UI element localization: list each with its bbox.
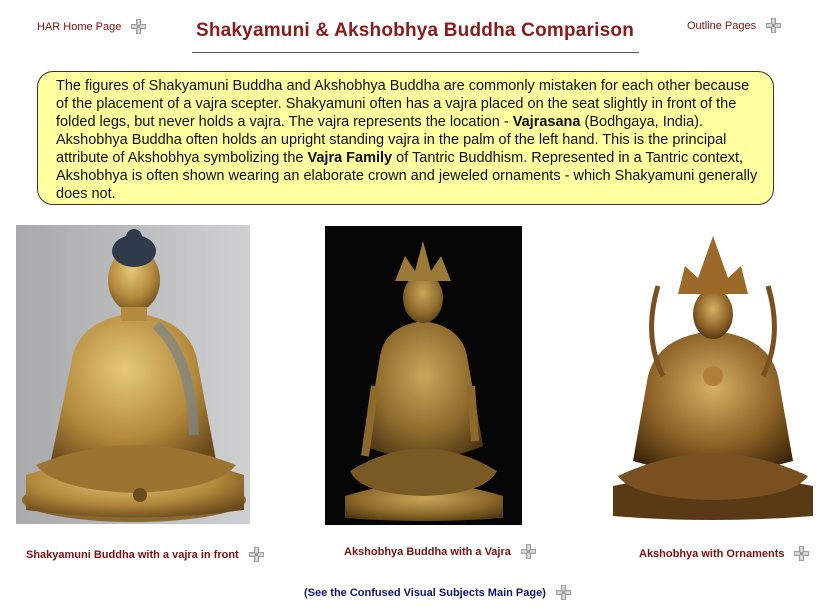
cross-icon[interactable] — [556, 585, 571, 600]
caption-akshobhya-ornaments-link[interactable] — [639, 546, 809, 561]
description-text-3: of Tantric Buddhism. Represented in a Tantric context, Akshobhya is often shown wearing an elaborate crown and jeweled ornaments - which Shakyamuni generally does not. — [56, 150, 758, 202]
har-home-link[interactable] — [37, 19, 146, 34]
caption-shakyamuni-link[interactable] — [26, 547, 264, 562]
cross-icon[interactable] — [131, 19, 146, 34]
cross-icon[interactable] — [521, 544, 536, 559]
description-text-2: (Bodhgaya, India). Akshobhya Buddha often holds an upright standing vajra in the palm of the left hand. This is the principal attribute of Akshobhya symbolizing the — [56, 114, 727, 166]
akshobhya-ornaments-photo[interactable] — [603, 226, 822, 524]
confused-subjects-main-link[interactable] — [304, 585, 571, 600]
page-title: Shakyamuni & Akshobhya Buddha Comparison — [195, 20, 635, 41]
shakyamuni-photo[interactable] — [16, 225, 250, 524]
cross-icon[interactable] — [249, 547, 264, 562]
caption-shakyamuni-label: Shakyamuni Buddha with a vajra in front — [26, 548, 239, 561]
outline-pages-link[interactable] — [687, 18, 781, 33]
har-home-label: HAR Home Page — [37, 20, 122, 33]
confused-subjects-main-label: (See the Confused Visual Subjects Main Page) — [304, 586, 546, 599]
cross-icon[interactable] — [766, 18, 781, 33]
caption-akshobhya-vajra-label: Akshobhya Buddha with a Vajra — [344, 545, 511, 558]
cross-icon[interactable] — [794, 546, 809, 561]
description-text-1: The figures of Shakyamuni Buddha and Akshobhya Buddha are commonly mistaken for each other because of the placement of a vajra scepter. Shakyamuni often has a vajra placed on the seat slightly in front of the folded legs, but never holds a vajra. The vajra represents the location - — [56, 78, 750, 130]
description-bold-vajra-family: Vajra Family — [307, 150, 393, 166]
description-bold-vajrasana: Vajrasana — [512, 114, 581, 130]
description-box — [37, 71, 774, 205]
outline-pages-label: Outline Pages — [687, 19, 757, 32]
akshobhya-vajra-photo[interactable] — [325, 226, 522, 525]
title-divider — [192, 52, 639, 53]
caption-akshobhya-ornaments-label: Akshobhya with Ornaments — [639, 547, 785, 560]
caption-akshobhya-vajra-link[interactable] — [344, 544, 536, 559]
